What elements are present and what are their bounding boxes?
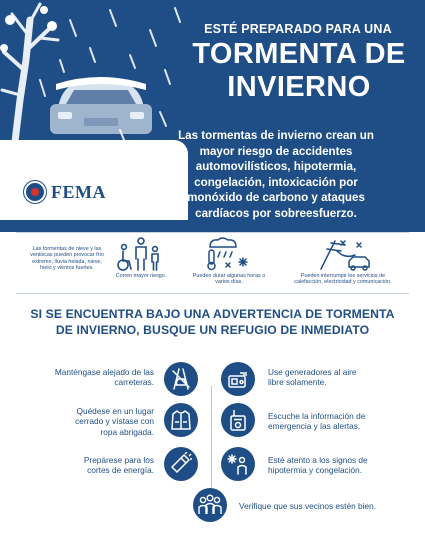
tip-text-generators-outside: Use generadores al aire libre solamente. — [268, 367, 357, 388]
fact-text: Pueden interrumpir los servicios de calefacción, electricidad y comunicación. — [294, 273, 392, 286]
tip-icon-neighbors — [193, 488, 227, 522]
flashlight-icon — [169, 452, 193, 476]
fact-higher-risk — [112, 237, 170, 279]
fact-service-interruption — [288, 237, 398, 286]
neighbors-icon — [197, 493, 223, 517]
document-code: FEMA V-1014/Septiembre de 2017 — [24, 206, 117, 212]
intro-paragraph: Las tormentas de invierno crean un mayor riesgo de accidentes automovilísticos, hipotermia, congelación, intoxicación por monóxido de carbono y ataques cardíacos por sobreesfuerzo. — [178, 129, 374, 220]
tip-text-watch-signs: Esté atento a los signos de hipotermia y congelación. — [268, 455, 368, 476]
warm-clothing-icon — [169, 408, 193, 432]
tip-text-stay-off-roads: Manténgase alejado de las carreteras. — [54, 367, 154, 388]
tip-text-check-neighbors: Verifique que sus vecinos estén bien. — [239, 501, 376, 511]
fact-text: Corren mayor riesgo. — [115, 273, 167, 279]
fact-text: Pueden durar algunas horas o varios días. — [192, 273, 266, 286]
generator-icon — [226, 367, 250, 391]
advisory-heading: SI SE ENCUENTRA BAJO UNA ADVERTENCIA DE TORMENTA DE INVIERNO, BUSQUE UN REFUGIO DE INMEDIATO — [30, 307, 395, 337]
road-car-icon — [169, 367, 193, 391]
tip-icon-flashlight — [164, 447, 198, 481]
tip-icon-clothing — [164, 403, 198, 437]
snowy-car-tree-illustration — [0, 0, 190, 150]
snowflake-body-icon — [226, 452, 250, 476]
radio-icon — [226, 408, 250, 432]
title-kicker: ESTÉ PREPARADO PARA UNA — [204, 22, 392, 36]
downed-power-lines-icon — [311, 237, 375, 271]
tip-text-power-outages: Prepárese para los cortes de energía. — [83, 455, 154, 476]
fact-text: Las tormentas de nieve y las ventiscas pueden provocar frío extremo, lluvia helada, nieve, hielo y vientos fuertes. — [30, 246, 104, 272]
dhs-seal-icon — [24, 181, 46, 203]
facts-strip — [16, 232, 409, 294]
title-line-1: TORMENTA DE — [192, 38, 406, 70]
fact-duration — [192, 237, 266, 286]
fema-logo — [24, 180, 106, 204]
tip-text-listen-alerts: Escuche la información de emergencia y las alertas. — [268, 411, 366, 432]
title-line-2: INVIERNO — [227, 71, 371, 103]
tip-icon-generator — [221, 362, 255, 396]
tip-icon-hypothermia — [221, 447, 255, 481]
header-banner — [0, 0, 425, 232]
tip-icon-radio — [221, 403, 255, 437]
page-title — [176, 38, 422, 104]
cold-thermometer-icon — [202, 237, 256, 271]
tip-icon-road — [164, 362, 198, 396]
people-group-icon — [115, 237, 167, 271]
fact-storm-effects — [30, 246, 104, 272]
tip-text-stay-indoors: Quédese en un lugar cerrado y vístase con ropa abrigada. — [75, 406, 154, 437]
fema-logo-text: FEMA — [51, 181, 106, 202]
